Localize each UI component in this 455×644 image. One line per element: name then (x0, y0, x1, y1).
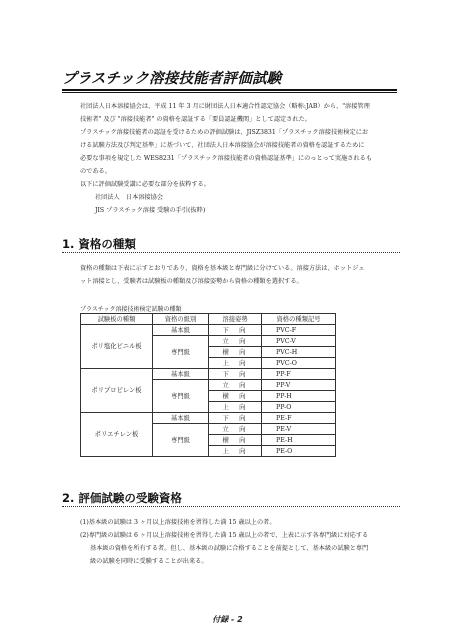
intro-line: のである。 (80, 168, 111, 175)
intro-line: 技術者" 及び "溶接技能者" の資格を認証する「要員認証機関」として認定された。 (80, 116, 311, 123)
section1-line: ット溶接とし、受験者は試験板の種類及び溶接姿勢から資格の種類を選択する。 (80, 278, 303, 285)
code-cell: PP-V (262, 380, 336, 391)
eligibility-item-2-line: 級の試験を同時に受験することが出来る。 (90, 558, 208, 565)
grade-cell: 基本級 (153, 369, 209, 380)
code-cell: PE-H (262, 435, 336, 446)
code-cell: PP-O (262, 402, 336, 413)
section2-text (80, 516, 402, 568)
code-cell: PVC-V (262, 336, 336, 347)
position-cell: 立 向 (209, 336, 262, 347)
code-cell: PVC-H (262, 347, 336, 358)
document-title: プラスチック溶接技能者評価試験 (62, 71, 282, 87)
qualification-table (80, 313, 336, 457)
code-cell: PE-F (262, 413, 336, 424)
table-row (81, 413, 336, 424)
eligibility-item-1: (1)基本級の試験は 3 ヶ月以上溶接技術を習得した満 15 歳以上の者。 (80, 519, 276, 526)
grade-cell: 専門級 (153, 424, 209, 457)
section2-heading: 2. 評価試験の受験資格 (62, 491, 182, 505)
position-cell: 横 向 (209, 435, 262, 446)
material-cell: ポリ塩化ビニル板 (81, 325, 153, 369)
material-cell: ポリプロピレン板 (81, 369, 153, 413)
code-cell: PVC-O (262, 358, 336, 369)
intro-line: 社団法人日本溶接協会は、平成 11 年 3 月に財団法人日本適合性認定協会（略称:JAB）から、"溶接管理 (80, 103, 370, 110)
intro-paragraph (80, 100, 402, 217)
section1-line: 資格の種類は下表に示すとおりであり、資格を基本級と専門級に分けている。溶接方法は、ホットジェ (80, 265, 365, 272)
code-cell: PE-V (262, 424, 336, 435)
table-header-row (81, 314, 336, 325)
table-row (81, 325, 336, 336)
grade-cell: 基本級 (153, 325, 209, 336)
intro-line: プラスチック溶接技能者の認証を受けるための評価試験は、JISZ3831「プラスチック溶接技術検定にお (80, 129, 369, 136)
section1-text (80, 262, 402, 288)
table-header: 資格の級別 (153, 314, 209, 325)
title-rule-thick (62, 89, 397, 91)
source-guide: JIS プラスチック溶接 受験の手引(抜粋) (95, 207, 206, 214)
grade-cell: 基本級 (153, 413, 209, 424)
table-header: 資格の種類記号 (262, 314, 336, 325)
position-cell: 立 向 (209, 424, 262, 435)
table-caption: プラスチック溶接技術検定試験の種類 (80, 306, 182, 313)
grade-cell: 専門級 (153, 336, 209, 369)
table-row (81, 369, 336, 380)
table-header: 試験板の種類 (81, 314, 153, 325)
section1-heading: 1. 資格の種類 (62, 237, 136, 251)
position-cell: 下 向 (209, 413, 262, 424)
position-cell: 上 向 (209, 402, 262, 413)
code-cell: PE-O (262, 446, 336, 457)
position-cell: 横 向 (209, 391, 262, 402)
source-organization: 社団法人 日本溶接協会 (95, 194, 164, 201)
code-cell: PP-F (262, 369, 336, 380)
position-cell: 下 向 (209, 325, 262, 336)
intro-line: 必要な事項を規定した WES8231「プラスチック溶接技能者の資格認証基準」にのっとって実施されるも (80, 155, 373, 162)
grade-cell: 専門級 (153, 380, 209, 413)
intro-line: ける試験方法及び判定基準」に基づいて、社団法人日本溶接協会が溶接技能者の資格を認証するために (80, 142, 365, 149)
table-header: 溶接姿勢 (209, 314, 262, 325)
page-footer: 付録 - 2 (212, 615, 243, 624)
section1-rule (62, 252, 400, 253)
code-cell: PVC-F (262, 325, 336, 336)
code-cell: PP-H (262, 391, 336, 402)
position-cell: 上 向 (209, 446, 262, 457)
eligibility-item-2-line: (2)専門級の試験は 6 ヶ月以上溶接技術を習得した満 15 歳以上の者で、上表に示す各専門級に対応する (80, 532, 369, 539)
material-cell: ポリエチレン板 (81, 413, 153, 457)
intro-line: 以下に評価試験受講に必要な部分を抜粋する。 (80, 181, 210, 188)
section2-rule (62, 506, 400, 507)
position-cell: 横 向 (209, 347, 262, 358)
position-cell: 立 向 (209, 380, 262, 391)
position-cell: 下 向 (209, 369, 262, 380)
position-cell: 上 向 (209, 358, 262, 369)
eligibility-item-2-line: 基本級の資格を所有する者。但し、基本級の試験に合格することを前提として、基本級の試験と専門 (90, 545, 369, 552)
title-rule-thin (62, 92, 397, 93)
